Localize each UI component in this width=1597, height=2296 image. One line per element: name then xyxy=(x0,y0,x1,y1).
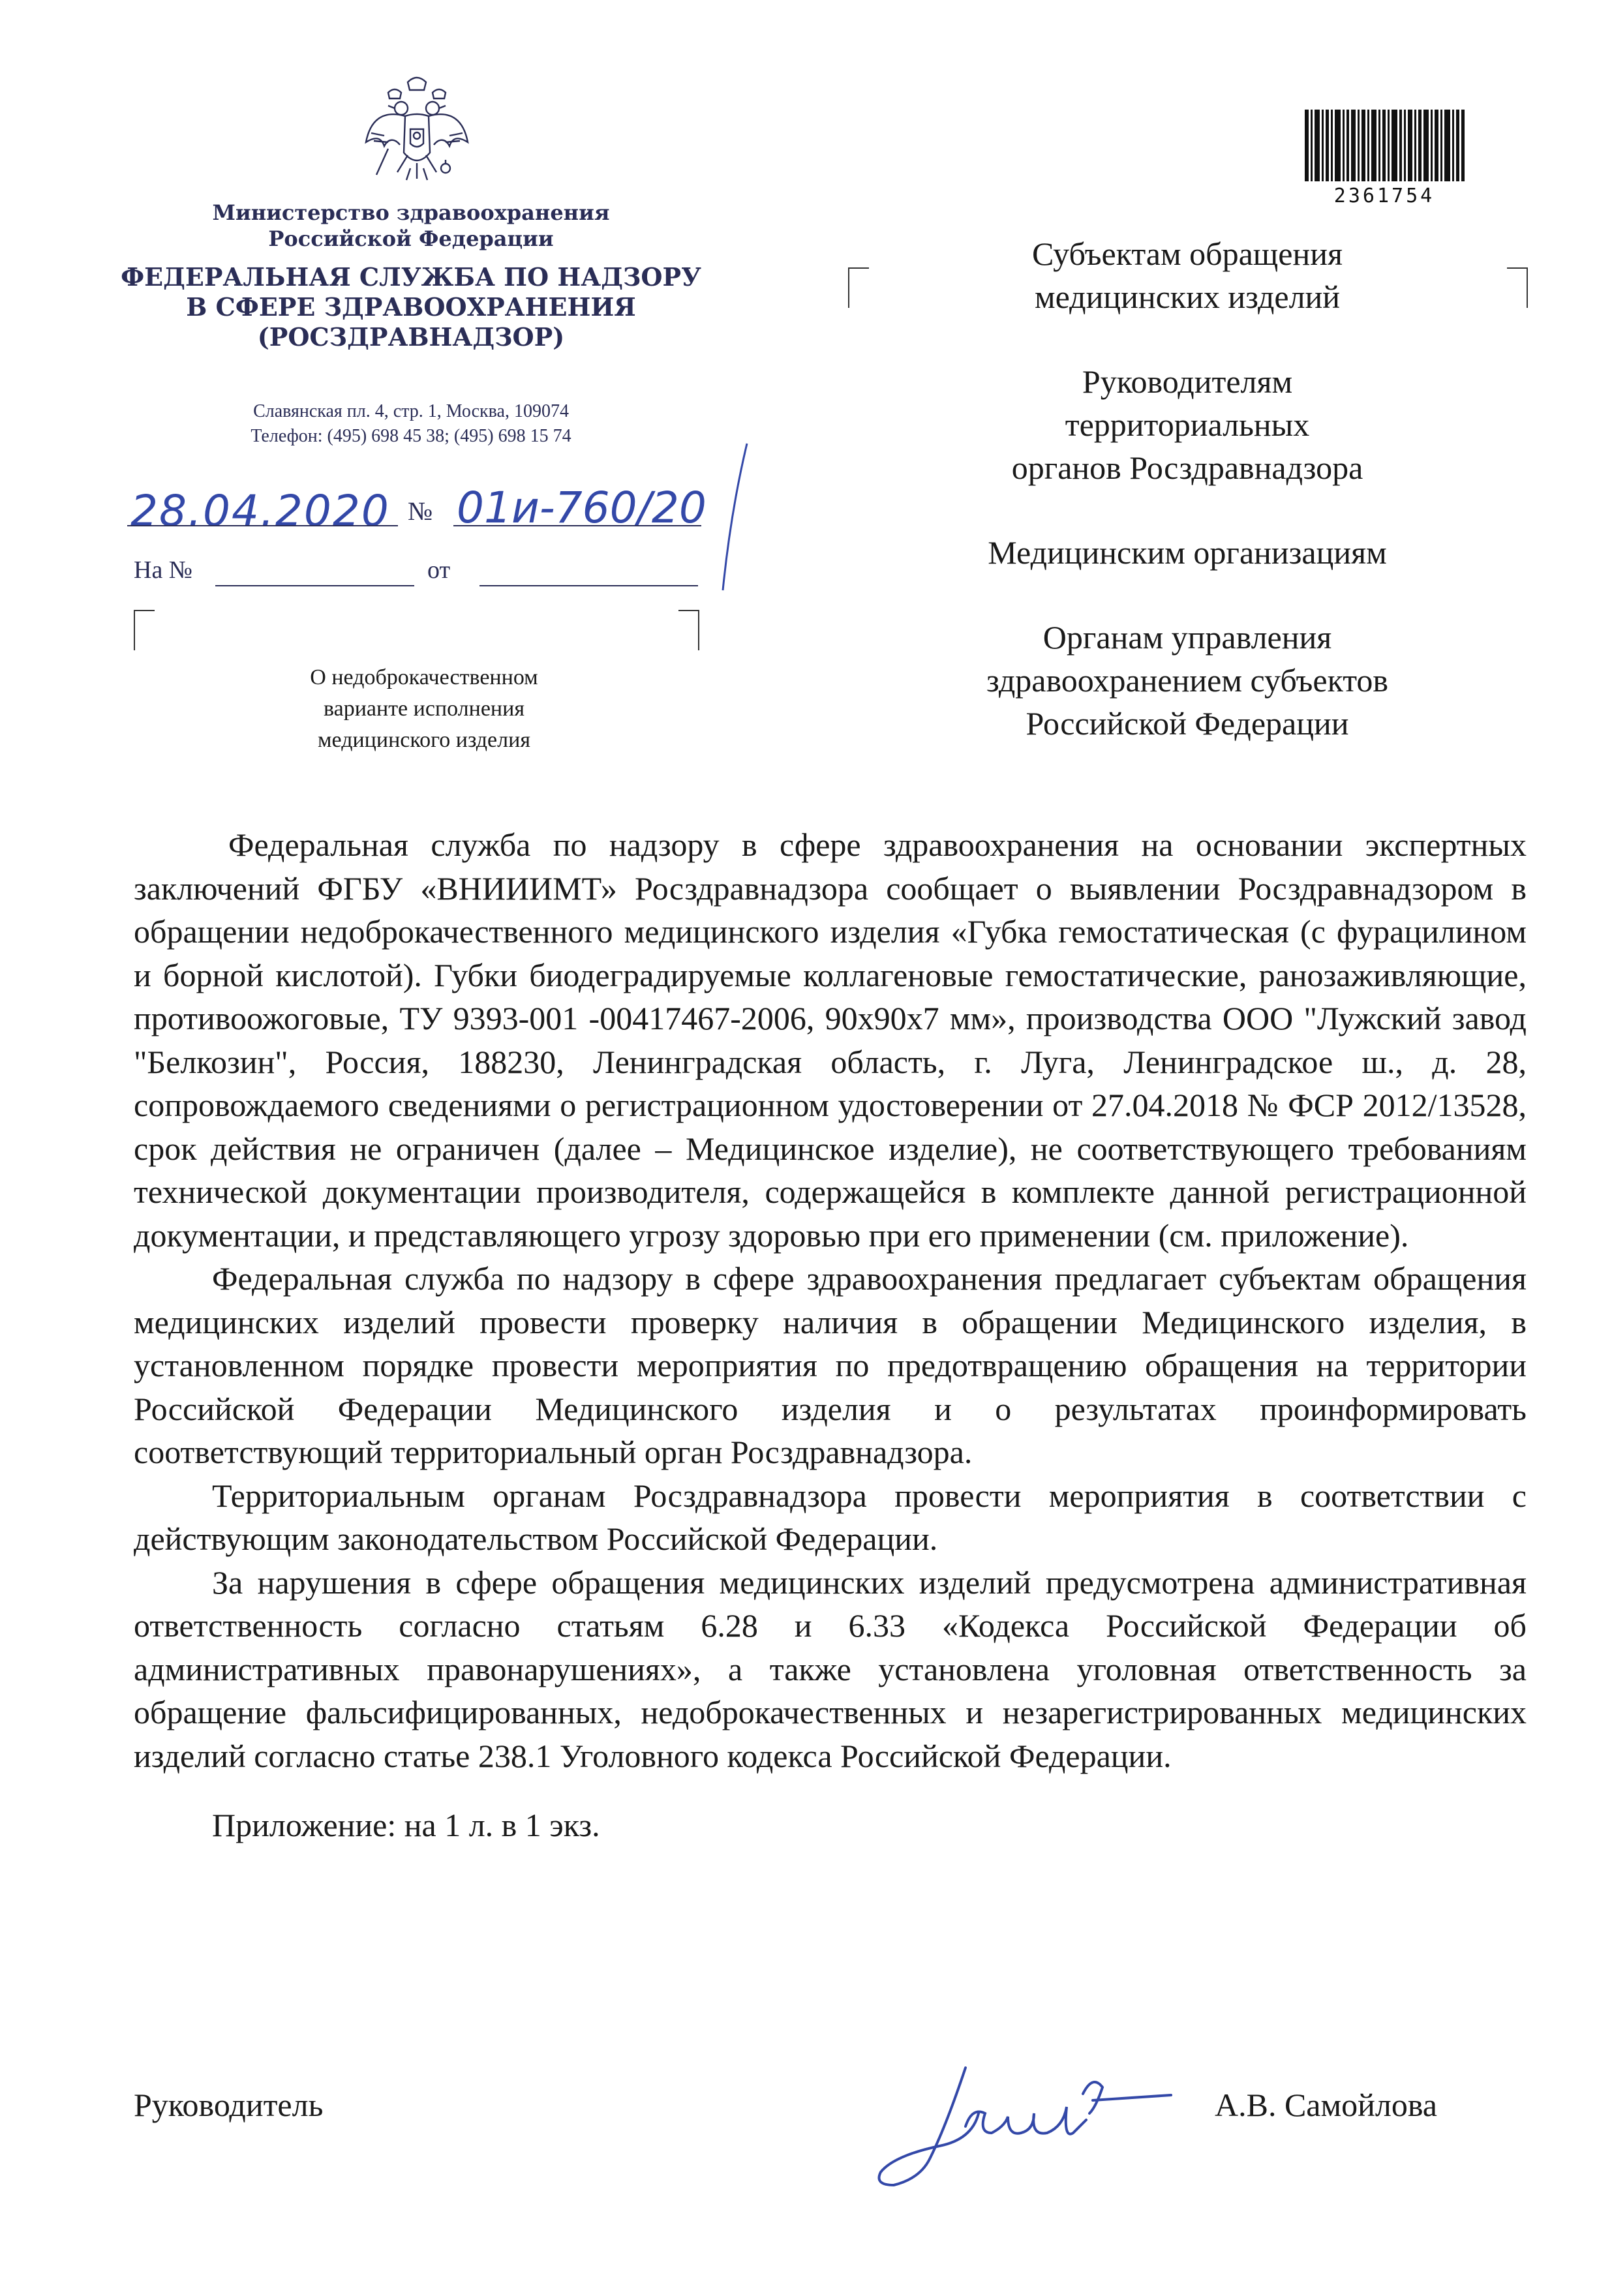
body-paragraph-2: Федеральная служба по надзору в сфере здравоохранения предлагает субъектам обращения медицинских изделий провести проверку наличия в обращении Медицинского изделия, в установленном порядке провести мероприятия по предотвращению обращения на территории Российской Федерации Медицинского изделия и о результатах проинформировать соответствующий территориальный орган Росздравнадзора. xyxy=(134,1260,1527,1470)
agency-name xyxy=(104,262,718,352)
date-underline xyxy=(127,525,398,526)
addressee-block xyxy=(894,232,1481,318)
ref-from-field xyxy=(479,585,698,586)
subject-bracket-right xyxy=(678,610,699,650)
addressee-line: Субъектам обращения xyxy=(1032,235,1343,272)
body-paragraph-3: Территориальным органам Росздравнадзора провести мероприятия в соответствии с действующим законодательством Российской Федерации. xyxy=(134,1477,1527,1557)
agency-line-2: В СФЕРЕ ЗДРАВООХРАНЕНИЯ xyxy=(186,292,636,322)
agency-address xyxy=(117,399,705,449)
ref-number-label: На № xyxy=(134,556,193,584)
barcode-icon xyxy=(1305,110,1465,181)
ministry-line-1: Министерство здравоохранения xyxy=(212,200,610,225)
ministry-name xyxy=(130,200,692,252)
ref-from-label: от xyxy=(427,556,451,584)
letter-subject xyxy=(248,662,600,756)
addressee-line: медицинских изделий xyxy=(1034,279,1341,315)
addressee-line: органов Росздравнадзора xyxy=(1011,449,1363,486)
addressee-bracket-right xyxy=(1507,267,1528,308)
addressee-line: Руководителям xyxy=(1082,363,1293,400)
agency-line-1: ФЕДЕРАЛЬНАЯ СЛУЖБА ПО НАДЗОРУ xyxy=(121,262,701,292)
registration-number: 01и-760/20 xyxy=(457,483,707,533)
subject-line-3: медицинского изделия xyxy=(318,728,530,752)
coat-of-arms-icon xyxy=(362,70,472,194)
addressee-line: Российской Федерации xyxy=(1026,705,1349,742)
appendix-note: Приложение: на 1 л. в 1 экз. xyxy=(212,1807,600,1843)
addressee-bracket-left xyxy=(848,267,869,308)
subject-bracket-left xyxy=(134,610,155,650)
body-paragraph-1: Федеральная служба по надзору в сфере здравоохранения на основании экспертных заключений ФГБУ «ВНИИИМТ» Росздравнадзора сообщает о выявлении Росздравнадзором в обращении недоброкачественного медицинского изделия «Губка гемостатическая (с фурацилином и борной кислотой). Губки биодеградируемые коллагеновые гемостатические, ранозаживляющие, противоожоговые, ТУ 9393-001 -00417467-2006, 90x90x7 мм», производства ООО "Лужский завод "Белкозин", Россия, 188230, Ленинградская область, г. Луга, Ленинградское ш., д. 28, сопровождаемого сведениями о регистрационном удостоверении от 27.04.2018 № ФСР 2012/13528, срок действия не ограничен (далее – Медицинское изделие), не соответствующего требованиям технической документации производителя, содержащейся в комплекте данной регистрационной документации, и представляющего угрозу здоровью при его применении (см. приложение). xyxy=(134,826,1527,1254)
address-line-1: Славянская пл. 4, стр. 1, Москва, 109074 xyxy=(253,401,569,421)
signatory-name: А.В. Самойлова xyxy=(1215,2087,1437,2123)
letter-body xyxy=(134,823,1527,1847)
registration-date: 28.04.2020 xyxy=(130,486,390,536)
handwritten-signature-icon xyxy=(868,2048,1174,2198)
signatory-position: Руководитель xyxy=(134,2087,324,2123)
addressee-block xyxy=(894,360,1481,489)
addressee-line: Органам управления xyxy=(1042,619,1332,656)
barcode-number: 2361754 xyxy=(1333,185,1435,207)
address-line-2: Телефон: (495) 698 45 38; (495) 698 15 74 xyxy=(251,426,571,446)
subject-line-1: О недоброкачественном xyxy=(310,665,538,689)
ref-number-field xyxy=(215,585,414,586)
subject-line-2: варианте исполнения xyxy=(324,697,525,721)
addressee-line: здравоохранением субъектов xyxy=(986,662,1389,699)
number-underline xyxy=(453,525,701,526)
number-sign: № xyxy=(408,496,433,526)
handwritten-slash-mark xyxy=(685,440,757,597)
agency-line-3: (РОСЗДРАВНАДЗОР) xyxy=(257,322,565,352)
addressee-block xyxy=(894,531,1481,574)
addressee-line: Медицинским организациям xyxy=(988,534,1387,571)
addressee-block xyxy=(894,616,1481,745)
ministry-line-2: Российской Федерации xyxy=(268,226,554,251)
addressee-line: территориальных xyxy=(1065,406,1310,443)
addressee-list xyxy=(894,232,1481,787)
body-paragraph-4: За нарушения в сфере обращения медицинских изделий предусмотрена административная ответственность согласно статьям 6.28 и 6.33 «Кодекса Российской Федерации об административных правонарушениях», а также установлена уголовная ответственность за обращение фальсифицированных, недоброкачественных и незарегистрированных медицинских изделий согласно статье 238.1 Уголовного кодекса Российской Федерации. xyxy=(134,1563,1527,1774)
